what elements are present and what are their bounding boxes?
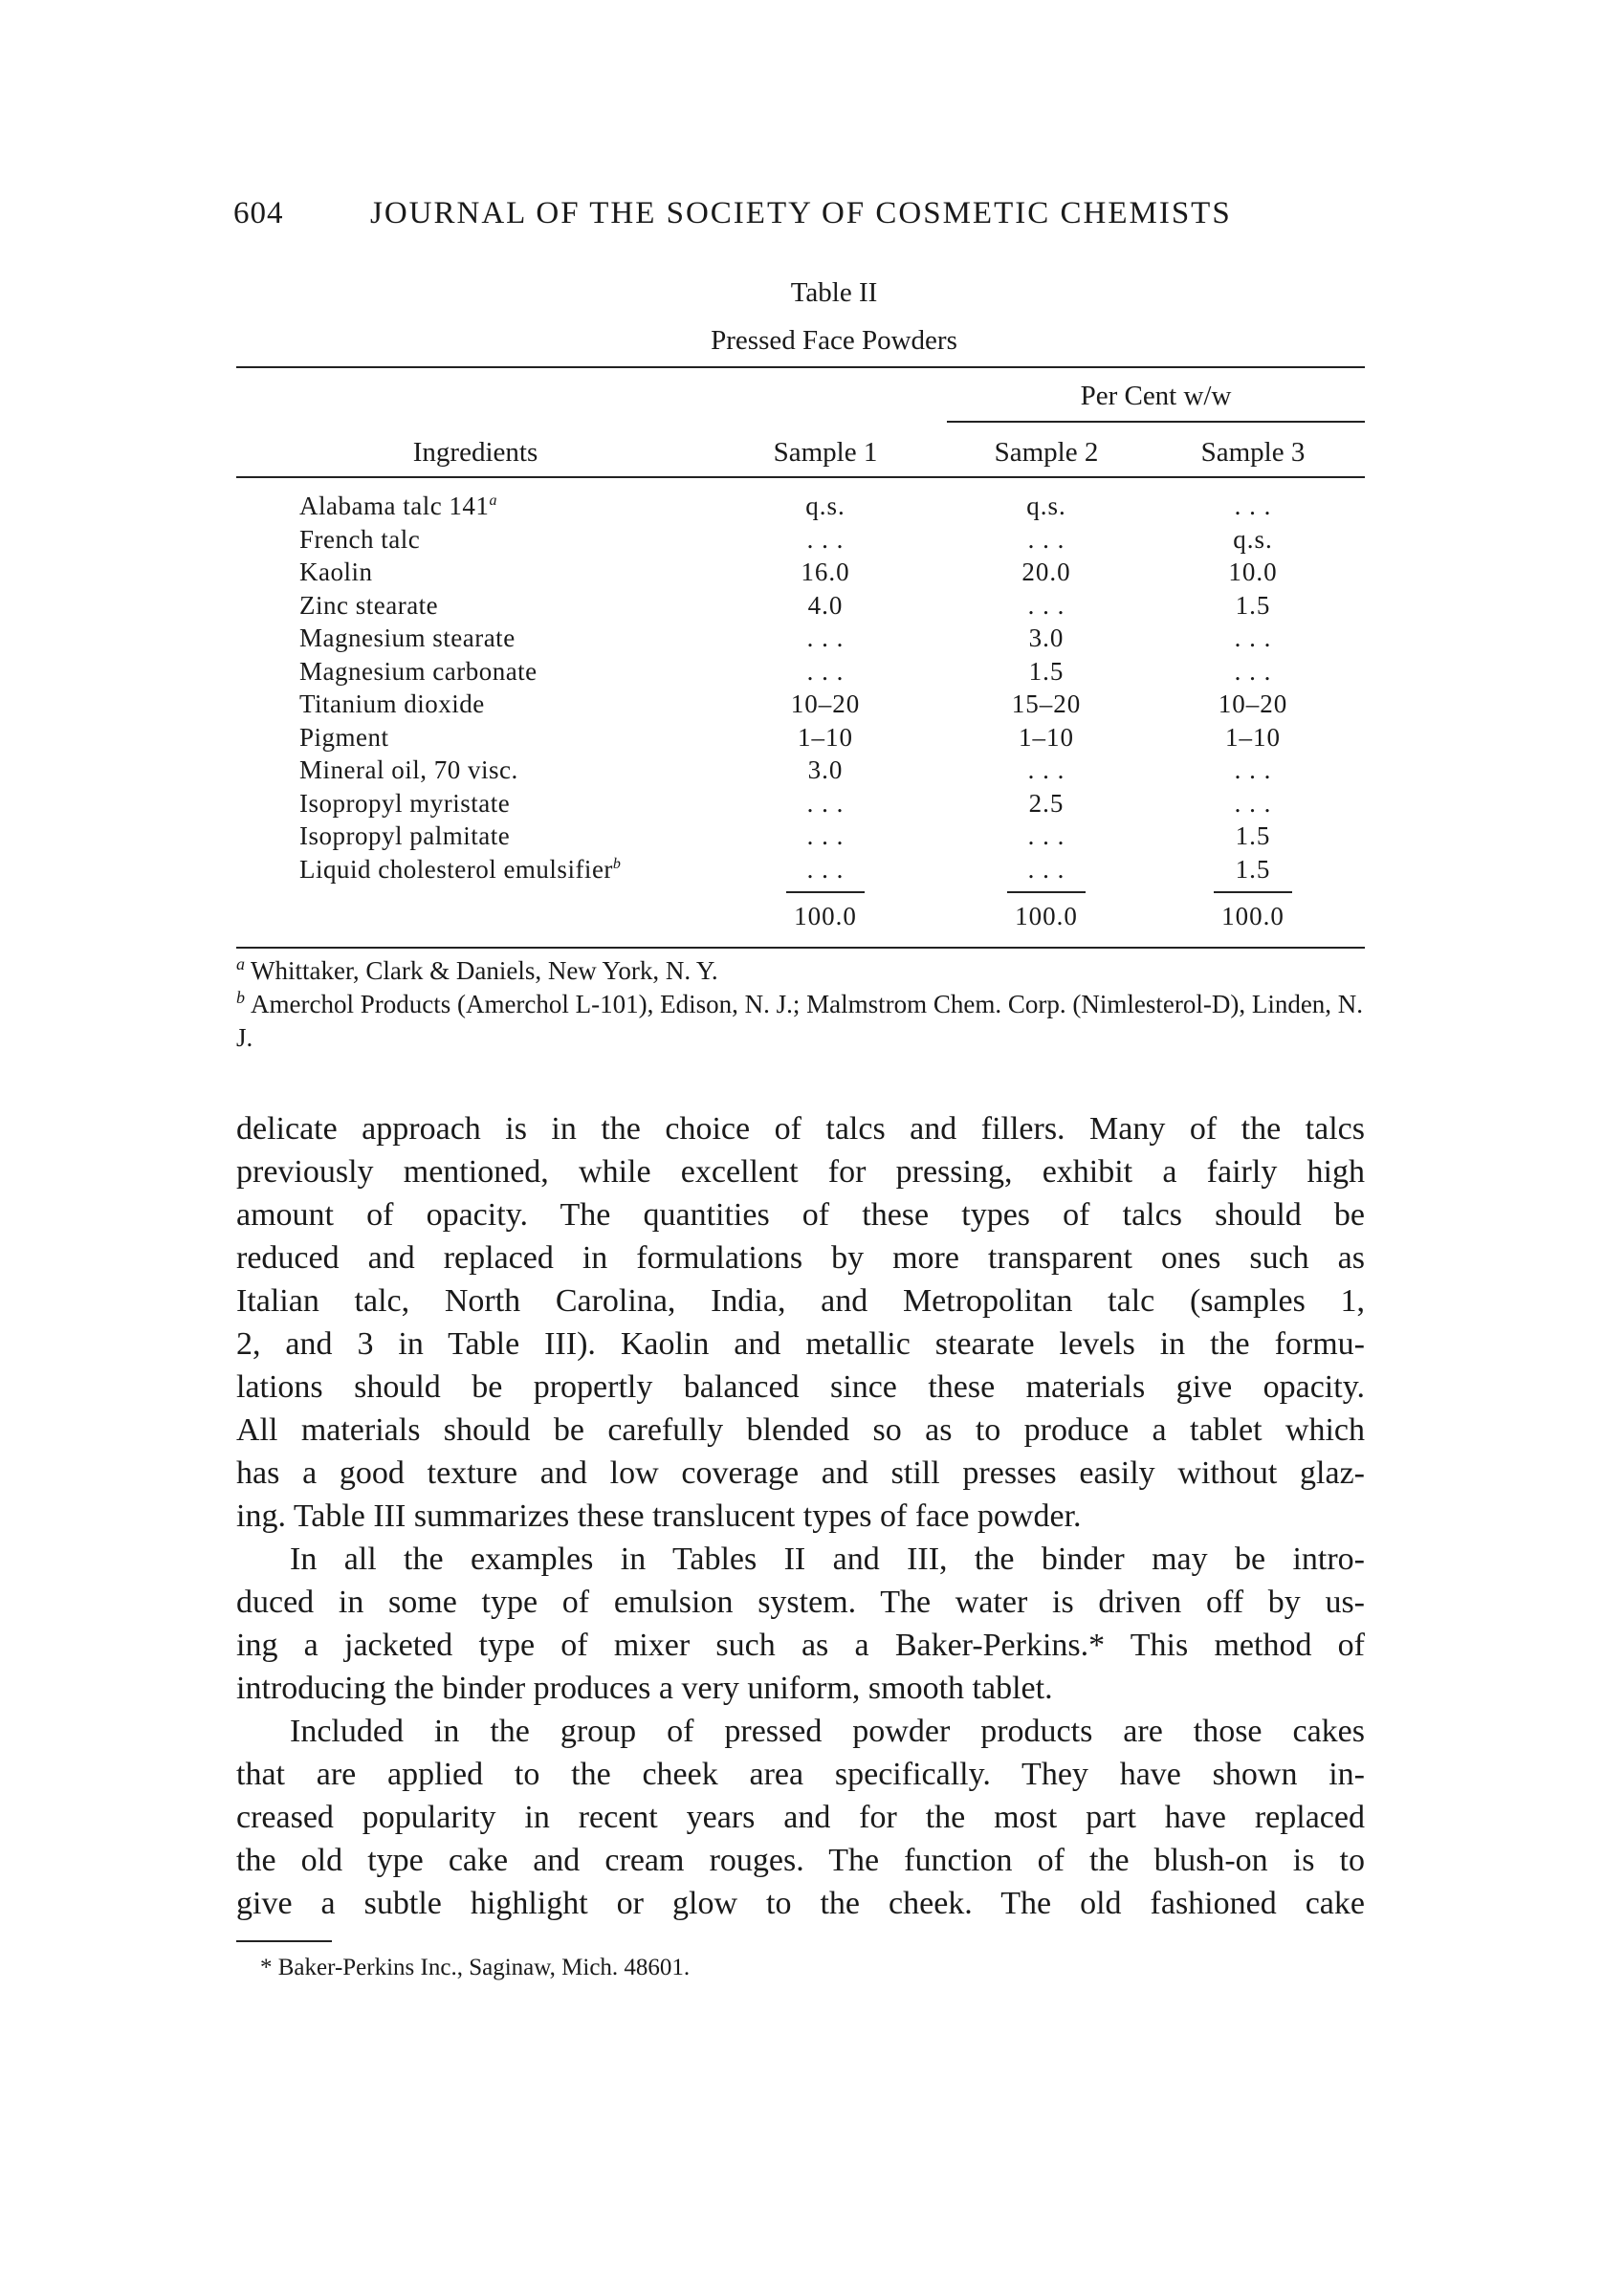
value-s3: q.s.: [1233, 524, 1273, 554]
value-s1: . . .: [806, 788, 845, 818]
value-s1: . . .: [806, 623, 845, 652]
text-line: reduced and replaced in formulations by more transparent ones such as: [236, 1240, 1365, 1276]
ingredient-name: Titanium dioxide: [299, 689, 485, 718]
value-s1: 1–10: [798, 722, 853, 752]
sum-rule-1: [786, 891, 865, 893]
value-s3: . . .: [1234, 788, 1272, 818]
value-s3: . . .: [1234, 492, 1272, 520]
table-top-rule: [236, 366, 1365, 368]
table-note-b: [236, 988, 1365, 1055]
table-row: [0, 689, 1603, 723]
value-s3: . . .: [1234, 656, 1272, 686]
text-line: ing a jacketed type of mixer such as a Baker-Perkins.* This method of: [236, 1628, 1365, 1663]
text-line: duced in some type of emulsion system. The water is driven off by us-: [236, 1585, 1365, 1620]
value-s1: . . .: [806, 656, 845, 686]
total-sample-2: 100.0: [1015, 902, 1078, 930]
table-totals-row: [0, 902, 1603, 936]
text-line: ing. Table III summarizes these translucent types of face powder.: [236, 1498, 1082, 1534]
text-line: previously mentioned, while excellent for pressing, exhibit a fairly high: [236, 1154, 1365, 1190]
text-line: lations should be propertly balanced since these materials give opacity.: [236, 1369, 1365, 1405]
running-head: [233, 196, 1362, 244]
value-s2: . . .: [1027, 590, 1065, 620]
table-bottom-rule: [236, 947, 1365, 949]
paragraph-2: [236, 1538, 1365, 1710]
text-line: creased popularity in recent years and for the most part have replaced: [236, 1800, 1365, 1835]
text-line: Italian talc, North Carolina, India, and Metropolitan talc (samples 1,: [236, 1283, 1365, 1319]
value-s1: 4.0: [807, 590, 844, 620]
text-line: amount of opacity. The quantities of these types of talcs should be: [236, 1197, 1365, 1233]
group-header-rule: [947, 421, 1365, 423]
table-body: [0, 492, 1603, 887]
table-row: [0, 623, 1603, 657]
text-line: All materials should be carefully blended so as to produce a tablet which: [236, 1412, 1365, 1448]
value-s1: q.s.: [805, 492, 845, 520]
body-text: [236, 1107, 1365, 1925]
value-s3: 1–10: [1225, 722, 1281, 752]
value-s2: . . .: [1027, 854, 1065, 884]
note-mark: a: [236, 954, 245, 973]
column-header-sample-3: Sample 3: [1200, 437, 1306, 468]
table-row: [0, 657, 1603, 690]
sum-rule-3: [1214, 891, 1292, 893]
value-s2: 20.0: [1021, 558, 1071, 586]
value-s3: 1.5: [1235, 590, 1271, 620]
text-line: that are applied to the cheek area specifically. They have shown in-: [236, 1757, 1365, 1792]
ingredient-name: Magnesium stearate: [299, 623, 516, 652]
text-line: give a subtle highlight or glow to the cheek. The old fashioned cake: [236, 1886, 1365, 1921]
ingredient-name: Pigment: [299, 722, 389, 752]
value-s2: . . .: [1027, 821, 1065, 850]
text-line: Included in the group of pressed powder products are those cakes: [290, 1714, 1365, 1749]
value-s3: . . .: [1234, 755, 1272, 784]
value-s1: . . .: [806, 524, 845, 554]
footnote-mark: b: [612, 855, 622, 872]
note-text: Whittaker, Clark & Daniels, New York, N. Y.: [251, 956, 718, 985]
value-s2: q.s.: [1026, 492, 1066, 520]
value-s3: 10–20: [1218, 689, 1288, 718]
value-s1: . . .: [806, 854, 845, 884]
value-s1: 10–20: [790, 689, 861, 718]
table-row: [0, 525, 1603, 558]
text-line: introducing the binder produces a very uniform, smooth tablet.: [236, 1671, 1053, 1706]
table-row: [0, 821, 1603, 855]
value-s3: 1.5: [1235, 854, 1271, 884]
table-head-rule: [236, 476, 1365, 478]
text-line: In all the examples in Tables II and III, the binder may be intro-: [290, 1542, 1365, 1577]
table-row: [0, 755, 1603, 789]
total-sample-3: 100.0: [1221, 902, 1285, 930]
text-line: has a good texture and low coverage and still presses easily without glaz-: [236, 1455, 1365, 1491]
sum-rule-2: [1007, 891, 1086, 893]
ingredient-name: Isopropyl myristate: [299, 788, 511, 818]
column-header-sample-1: Sample 1: [773, 437, 878, 468]
table-row: [0, 789, 1603, 822]
value-s1: 16.0: [801, 558, 850, 586]
table-title: Pressed Face Powders: [711, 325, 957, 356]
footnote-mark: a: [489, 492, 497, 509]
value-s2: 3.0: [1028, 623, 1065, 652]
value-s2: 1–10: [1019, 722, 1074, 752]
text-line: the old type cake and cream rouges. The function of the blush-on is to: [236, 1843, 1365, 1878]
ingredient-name: Mineral oil, 70 visc.: [299, 755, 518, 784]
footnote-rule: [236, 1940, 332, 1942]
value-s2: 15–20: [1011, 689, 1082, 718]
value-s2: . . .: [1027, 755, 1065, 784]
ingredient-name: Liquid cholesterol emulsifier$^b$: [299, 854, 622, 884]
table-row: [0, 723, 1603, 756]
column-header-ingredients: Ingredients: [412, 437, 538, 468]
group-header: Per Cent w/w: [1080, 381, 1232, 411]
table-row: [0, 492, 1603, 525]
footnote: * Baker-Perkins Inc., Saginaw, Mich. 48601.: [260, 1955, 691, 1980]
column-header-sample-2: Sample 2: [994, 437, 1099, 468]
value-s1: 3.0: [807, 755, 844, 784]
value-s3: 1.5: [1235, 821, 1271, 850]
journal-title: JOURNAL OF THE SOCIETY OF COSMETIC CHEMISTS: [370, 196, 1232, 230]
ingredient-name: French talc: [299, 524, 421, 554]
text-line: 2, and 3 in Table III). Kaolin and metallic stearate levels in the formu-: [236, 1326, 1365, 1362]
value-s2: 1.5: [1028, 656, 1065, 686]
table-label: Table II: [790, 277, 878, 308]
value-s3: 10.0: [1228, 558, 1278, 586]
ingredient-name: Isopropyl palmitate: [299, 821, 511, 850]
table-row: [0, 558, 1603, 591]
table-note-a: [236, 954, 1365, 988]
ingredient-name: Zinc stearate: [299, 590, 439, 620]
total-sample-1: 100.0: [794, 902, 857, 930]
paragraph-3: [236, 1710, 1365, 1925]
ingredient-name: Alabama talc 141$^a$: [299, 492, 497, 520]
note-mark: b: [236, 988, 245, 1007]
table-row: [0, 591, 1603, 624]
page-number: 604: [233, 196, 284, 230]
text-line: delicate approach is in the choice of talcs and fillers. Many of the talcs: [236, 1111, 1365, 1147]
paragraph-1: [236, 1107, 1365, 1538]
ingredient-name: Kaolin: [299, 558, 373, 586]
value-s1: . . .: [806, 821, 845, 850]
ingredient-name: Magnesium carbonate: [299, 656, 538, 686]
note-text: Amerchol Products (Amerchol L-101), Edison, N. J.; Malmstrom Chem. Corp. (Nimlesterol-D), Linden, N. J.: [236, 990, 1364, 1052]
value-s2: . . .: [1027, 524, 1065, 554]
value-s2: 2.5: [1028, 788, 1065, 818]
value-s3: . . .: [1234, 623, 1272, 652]
table-row: [0, 855, 1603, 888]
